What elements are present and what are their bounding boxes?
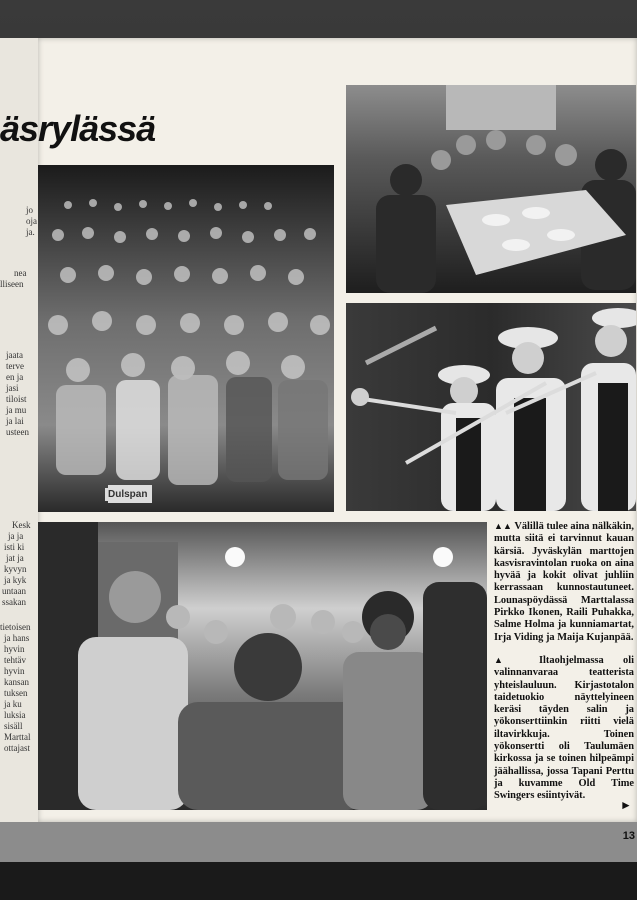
fragment-line: tehtäv <box>4 655 26 665</box>
caption-column <box>494 520 634 813</box>
photo-reception <box>38 522 487 810</box>
fragment-line: ja ku <box>4 699 22 709</box>
banner-sign: Dulspan <box>105 488 150 501</box>
fragment-line: ja kyk <box>4 575 27 585</box>
fragment-line: kyvyn <box>4 564 27 574</box>
page-bottom-strip <box>0 822 637 862</box>
fragment-line: tiloist <box>6 394 27 404</box>
caption-paragraph-1 <box>494 520 634 644</box>
caption-marker: ▲ <box>494 654 520 665</box>
fragment-line: tuksen <box>4 688 28 698</box>
caption-text: Iltaohjelmassa oli valinnanvaraa teatterista yhteislauluun. Kirjastotalon taidetuokio näyttelyineen keräsi täyden salin ja yökonserttiinkin riitti vielä iltavirkkuja. Toinen yökonsertti oli Taulumäen kirkossa ja se toinen hilpeämpi jäähallissa, jossa Tapani Perttu ja kuvamme Old Time Swingers esiintyivät. <box>494 654 634 802</box>
fragment-line: ja mu <box>6 405 27 415</box>
reception-image <box>38 522 487 810</box>
fragment-line: tietoisen <box>0 622 31 632</box>
fragment-line: hyvin <box>4 644 25 654</box>
fragment-line: usteen <box>6 427 29 437</box>
headline: äsrylässä <box>0 108 156 149</box>
fragment-line: terve <box>6 361 24 371</box>
page-number: 13 <box>622 830 635 842</box>
audience-image <box>38 165 334 512</box>
musicians-image <box>346 303 636 511</box>
fragment-line: ja lai <box>6 416 24 426</box>
caption-marker: ▲▲ <box>494 521 512 531</box>
fragment-line: ja. <box>26 227 35 237</box>
fragment-line: ja ja <box>8 531 24 541</box>
fragment-line: ottajast <box>4 743 30 753</box>
fragment-line: Marttal <box>4 732 31 742</box>
left-column-fragment <box>0 520 40 820</box>
photo-lunch-table <box>346 85 636 293</box>
continue-arrow-icon: ► <box>620 798 632 812</box>
fragment-line: nea <box>14 268 27 278</box>
caption-paragraph-2 <box>494 654 634 803</box>
fragment-line: hyvin <box>4 666 25 676</box>
fragment-line: ssakan <box>2 597 26 607</box>
fragment-line: oja <box>26 216 37 226</box>
fragment-line: jo <box>26 205 34 215</box>
fragment-line: ja hans <box>4 633 30 643</box>
fragment-line: jaata <box>6 350 23 360</box>
fragment-line: isti ki <box>4 542 25 552</box>
fragment-line: en ja <box>6 372 24 382</box>
fragment-line: lliseen <box>0 279 24 289</box>
fragment-line: Kesk <box>12 520 31 530</box>
fragment-line: untaan <box>2 586 26 596</box>
fragment-line: jasi <box>6 383 19 393</box>
fragment-line: sisäll <box>4 721 23 731</box>
caption-text: Välillä tulee aina nälkäkin, mutta siitä ei tarvinnut kauan kärsiä. Jyväskylän marttojen kasvisravintolan ruoka on aina hyvää ja kokit olivat juhliin kerrassaan kunnostautuneet. Lounaspöydässä Marttalassa Pirkko Ikonen, Raili Puhakka, Salme Holma ja kunniamartat, Irja Viding ja Maija Kujanpää. <box>494 521 634 643</box>
photo-musicians <box>346 303 636 511</box>
photo-audience <box>38 165 334 512</box>
fragment-line: luksia <box>4 710 26 720</box>
left-column-fragment <box>0 205 40 505</box>
lunch-table-image <box>346 85 636 293</box>
fragment-line: jat ja <box>6 553 24 563</box>
scan-bottom-edge <box>0 862 637 900</box>
fragment-line: kansan <box>4 677 29 687</box>
